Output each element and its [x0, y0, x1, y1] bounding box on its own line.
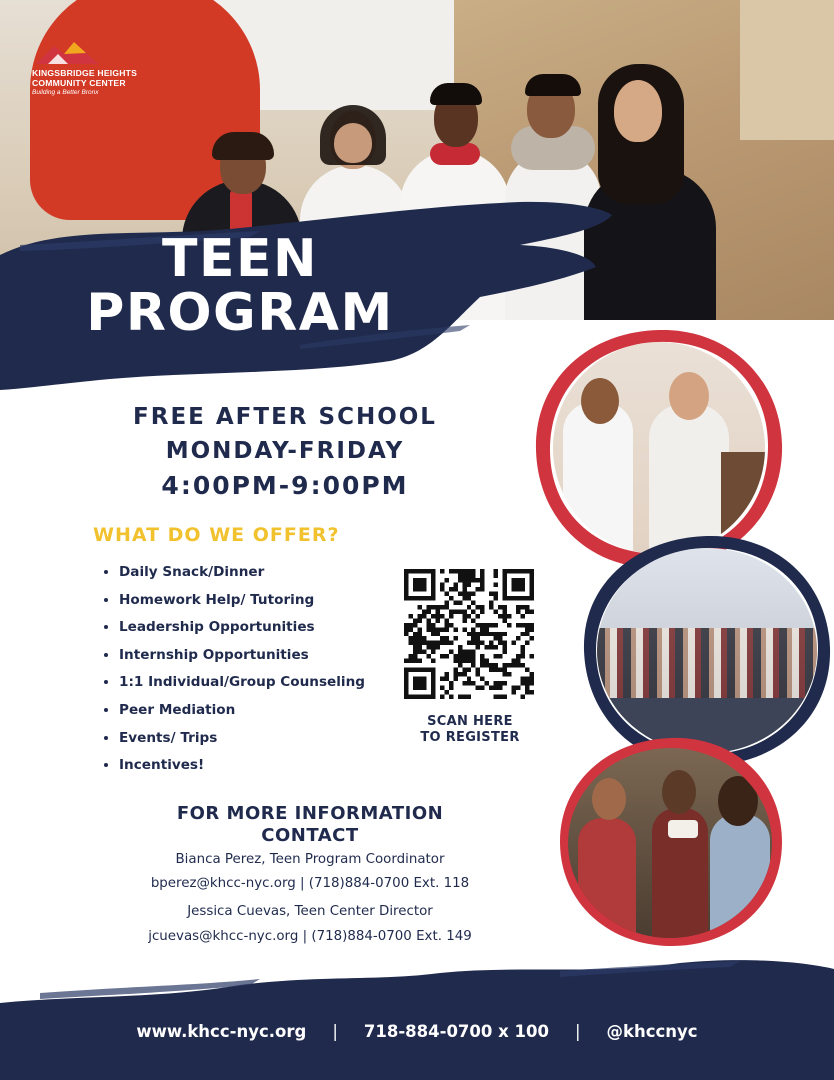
scan-to-register-label	[400, 714, 540, 746]
schedule-block	[90, 400, 480, 504]
page-title	[60, 229, 420, 343]
contact-person2-name: Jessica Cuevas, Teen Center Director	[187, 904, 433, 919]
footer-social-handle[interactable]: @khccnyc	[606, 1022, 698, 1041]
list-item: Events/ Trips	[104, 727, 365, 755]
hero-wood-letter	[740, 0, 834, 140]
schedule-line2: MONDAY-FRIDAY	[165, 438, 405, 464]
contact-heading	[130, 803, 490, 847]
schedule-line1: FREE AFTER SCHOOL	[133, 404, 437, 430]
list-item: Homework Help/ Tutoring	[104, 589, 365, 617]
list-item: Incentives!	[104, 754, 365, 782]
offers-heading: WHAT DO WE OFFER?	[93, 524, 340, 546]
logo-tagline: Building a Better Bronx	[32, 89, 99, 96]
footer-brush-stroke	[0, 955, 834, 1080]
title-line1: TEEN	[161, 229, 319, 289]
contact-heading-line2: CONTACT	[261, 825, 359, 846]
footer-separator: |	[574, 1022, 581, 1041]
scan-line2: TO REGISTER	[420, 730, 520, 745]
contact-heading-line1: FOR MORE INFORMATION	[176, 803, 444, 824]
contact-person1-name: Bianca Perez, Teen Program Coordinator	[175, 852, 445, 867]
logo-name-line2: COMMUNITY CENTER	[32, 78, 126, 88]
contact-person1-details: bperez@khcc-nyc.org | (718)884-0700 Ext. 118	[150, 876, 470, 891]
registration-qr-code[interactable]	[404, 569, 534, 699]
organization-logo	[32, 40, 182, 97]
footer-website-link[interactable]: www.khcc-nyc.org	[136, 1022, 307, 1041]
scan-line1: SCAN HERE	[427, 714, 513, 729]
footer-separator: |	[332, 1022, 338, 1041]
list-item: 1:1 Individual/Group Counseling	[104, 671, 365, 699]
photo-group-gathering	[597, 548, 817, 753]
schedule-line3: 4:00PM-9:00PM	[161, 471, 409, 500]
footer-phone-link[interactable]: 718-884-0700 x 100	[363, 1022, 549, 1041]
offers-list	[104, 561, 365, 782]
footer-contact-bar	[0, 1022, 834, 1041]
logo-name-line1: KINGSBRIDGE HEIGHTS	[32, 68, 138, 78]
list-item: Daily Snack/Dinner	[104, 561, 365, 589]
list-item: Leadership Opportunities	[104, 616, 365, 644]
title-line2: PROGRAM	[86, 283, 394, 343]
logo-mountain-icon	[34, 40, 100, 64]
list-item: Internship Opportunities	[104, 644, 365, 672]
contact-person2-details: jcuevas@khcc-nyc.org | (718)884-0700 Ext. 149	[148, 929, 472, 944]
photo-teens-with-signs	[568, 748, 772, 938]
photo-students-presenting	[553, 342, 765, 554]
list-item: Peer Mediation	[104, 699, 365, 727]
